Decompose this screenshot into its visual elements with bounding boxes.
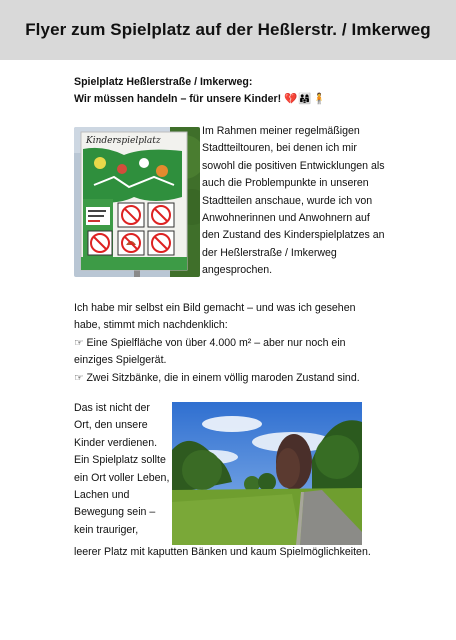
- intro-line-2: [74, 91, 384, 108]
- paragraph-2-text: Ich habe mir selbst ein Bild gemacht – und was ich gesehen habe, stimmt mich nachdenklich:: [74, 302, 356, 332]
- heart-family-emoji-icon: 💔👨‍👩‍👧🧍: [284, 93, 327, 106]
- playground-park-photo: [172, 402, 362, 545]
- playground-sign-image: [74, 127, 200, 277]
- flyer-title: Flyer zum Spielplatz auf der Heßlerstr. / Imkerweg: [25, 20, 431, 39]
- paragraph-1: Im Rahmen meiner regelmäßigen Stadtteiltouren, bei denen ich mir sowohl die positiven Entwicklungen als auch die Problempunkte in unseren Stadtteilen anschaue, wurde ich von Anwohnerinnen und Anwohnern auf den Zustand des Kinderspielplatzes an der Heßlerstraße / Imkerweg angesprochen.: [202, 125, 385, 277]
- intro-line-1: Spielplatz Heßlerstraße / Imkerweg:: [74, 76, 253, 88]
- paragraph-2: [74, 300, 384, 387]
- paragraph-3-last-line: leerer Platz mit kaputten Bänken und kaum Spielmöglichkeiten.: [74, 546, 371, 558]
- bullet-play-area: ☞ Eine Spielfläche von über 4.000 m² – aber nur noch ein einziges Spielgerät.: [74, 336, 346, 367]
- park-landscape-image: [172, 402, 362, 545]
- bullet-benches: ☞ Zwei Sitzbänke, die in einem völlig maroden Zustand sind.: [74, 371, 360, 384]
- intro-block: [74, 74, 384, 109]
- intro-line-2-text: Wir müssen handeln – für unsere Kinder!: [74, 93, 282, 106]
- sign-heading-text: Kinderspielplatz: [86, 136, 161, 146]
- paragraph-3: Das ist nicht der Ort, den unsere Kinder verdienen. Ein Spielplatz sollte ein Ort voller Leben, Lachen und Bewegung sein – kein trauriger,: [74, 402, 170, 536]
- flyer-header: [0, 0, 456, 60]
- playground-sign-photo: [74, 127, 200, 277]
